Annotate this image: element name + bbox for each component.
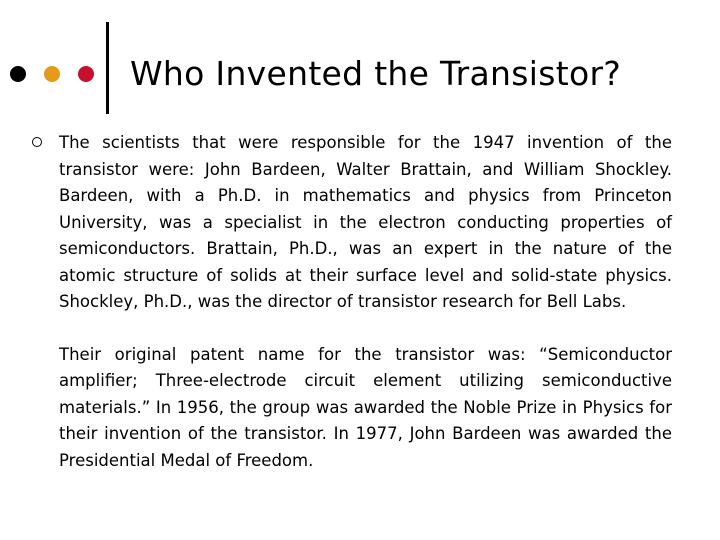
body-paragraph-2: Their original patent name for the transistor was: “Semiconductor amplifier; Three-electrode circuit element utilizing semiconductive materials.” In 1956, the group was awarded the Noble Prize in Physics for their invention of the transistor. In 1977, John Bardeen was awarded the Presidential Medal of Freedom. — [59, 344, 672, 470]
black-dot-icon — [10, 66, 26, 82]
hollow-circle-bullet-icon — [32, 137, 42, 147]
title-divider — [106, 22, 109, 114]
red-dot-icon — [78, 66, 94, 82]
slide-body — [59, 130, 672, 474]
orange-dot-icon — [44, 66, 60, 82]
slide-title: Who Invented the Transistor? — [130, 54, 622, 93]
body-paragraph-1: The scientists that were responsible for the 1947 invention of the transistor were: John Bardeen, Walter Brattain, and William Shockley. Bardeen, with a Ph.D. in mathematics and physics from Princeton University, was a specialist in the electron conducting properties of semiconductors. Brattain, Ph.D., was an expert in the nature of the atomic structure of solids at their surface level and solid-state physics. Shockley, Ph.D., was the director of transistor research for Bell Labs. — [59, 133, 672, 311]
decorative-dots — [10, 66, 94, 82]
